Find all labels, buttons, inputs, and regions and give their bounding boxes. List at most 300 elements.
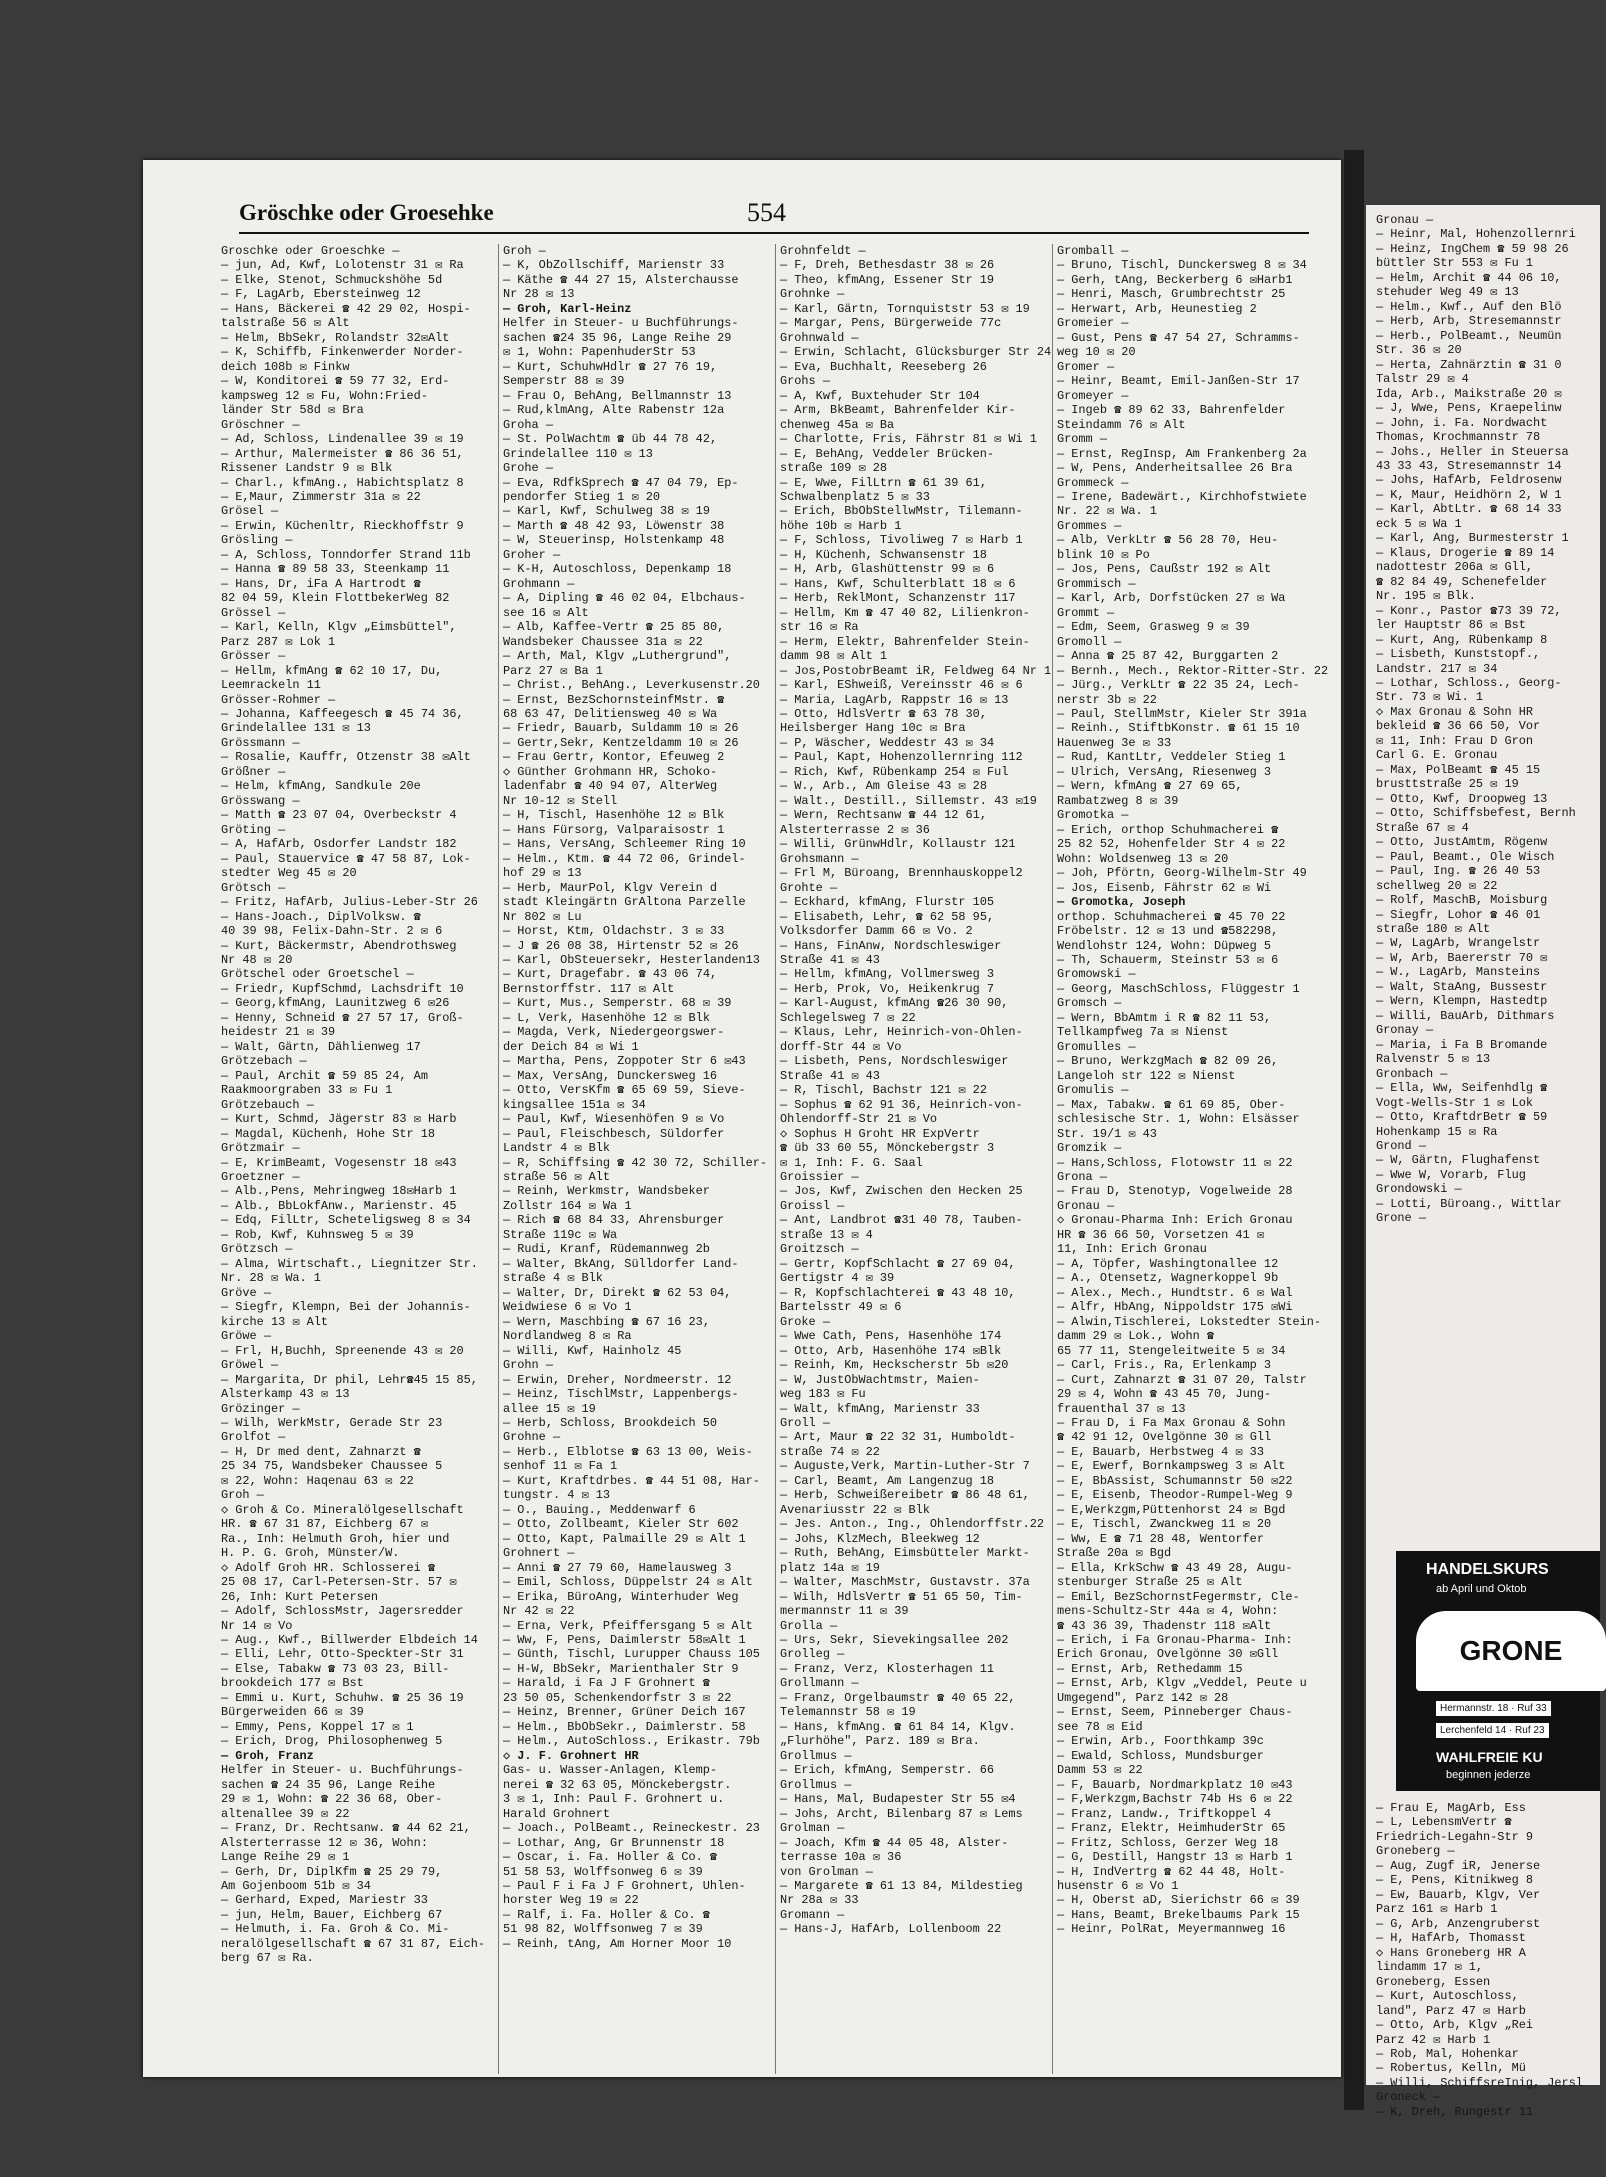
- directory-entry-line: — W., LagArb, Mansteins: [1376, 965, 1541, 980]
- directory-entry-line: allee 15 ✉ 19: [503, 1401, 596, 1416]
- directory-entry-line: Groh —: [503, 244, 546, 258]
- next-page-column-top: [1376, 213, 1600, 1226]
- directory-entry-line: — Wilh, WerkMstr, Gerade Str 23: [221, 1415, 443, 1430]
- directory-entry-line: — H, Arb, Glashüttenstr 99 ✉ 6: [780, 562, 995, 577]
- directory-entry-line: — Hans, Dr, iFa A Hartrodt ☎: [221, 576, 421, 591]
- directory-entry-line: — Margarita, Dr phil, Lehr☎45 15 85,: [221, 1372, 478, 1387]
- directory-entry-line: — Herta, Zahnärztin ☎ 31 0: [1376, 357, 1562, 372]
- directory-entry-line: — Karl, Kwf, Schulweg 38 ✉ 19: [503, 504, 710, 519]
- directory-entry-line: Grindelallee 110 ✉ 13: [503, 446, 653, 461]
- directory-entry-line: — Groh, Franz: [221, 1748, 314, 1763]
- directory-entry-line: — Urs, Sekr, Sievekingsallee 202: [780, 1633, 1009, 1647]
- directory-entry-line: Zollstr 164 ✉ Wa 1: [503, 1198, 632, 1213]
- directory-entry-line: Talstr 29 ✉ 4: [1376, 372, 1469, 387]
- directory-entry-line: — Klaus, Lehr, Heinrich-von-Ohlen-: [780, 1025, 1023, 1040]
- directory-entry-line: Nr 10-12 ✉ Stell: [503, 793, 618, 808]
- directory-entry-line: — Rich ☎ 68 84 33, Ahrensburger: [503, 1213, 725, 1228]
- directory-entry-line: — Otto, KraftdrBetr ☎ 59: [1376, 1110, 1548, 1125]
- directory-entry-line: — W, Arb, Baererstr 70 ✉: [1376, 950, 1548, 965]
- directory-entry-line: Grösel —: [221, 504, 279, 519]
- directory-entry-line: ✉ 22, Wohn: Haqenau 63 ✉ 22: [221, 1473, 414, 1488]
- directory-entry-line: — Edq, FilLtr, Scheteligsweg 8 ✉ 34: [221, 1213, 471, 1228]
- directory-entry-line: — Paul, Ing. ☎ 26 40 53: [1376, 864, 1541, 879]
- directory-entry-line: — Kurt, Mus., Semperstr. 68 ✉ 39: [503, 996, 732, 1011]
- directory-entry-line: nerstr 3b ✉ 22: [1057, 692, 1157, 707]
- directory-entry-line: — Karl, EShweiß, Vereinsstr 46 ✉ 6: [780, 678, 1023, 693]
- directory-entry-line: — Käthe ☎ 44 27 15, Alsterchausse: [503, 272, 739, 287]
- directory-entry-line: — Willi, SchiffsreInig, Jersl: [1376, 2075, 1583, 2090]
- directory-entry-line: Alsterterrasse 2 ✉ 36: [780, 822, 930, 837]
- directory-entry-line: Ra., Inh: Helmuth Groh, hier und: [221, 1531, 450, 1546]
- directory-entry-line: — K, ObZollschiff, Marienstr 33: [503, 258, 725, 273]
- directory-entry-line: — E, Bauarb, Herbstweg 4 ✉ 33: [1057, 1444, 1264, 1459]
- directory-entry-line: — E, Wwe, FilLtrn ☎ 61 39 61,: [780, 475, 987, 490]
- directory-entry-line: — Hans, Bäckerei ☎ 42 29 02, Hospi-: [221, 301, 471, 316]
- directory-entry-line: Bartelsstr 49 ✉ 6: [780, 1300, 902, 1315]
- directory-entry-line: HR. ☎ 67 31 87, Eichberg 67 ✉: [221, 1517, 428, 1532]
- directory-entry-line: Gromball —: [1057, 244, 1129, 258]
- directory-entry-line: ler Hauptstr 86 ✉ Bst: [1376, 618, 1526, 633]
- directory-entry-line: Grohsmann —: [780, 851, 859, 866]
- directory-entry-line: — Paul, Stauervice ☎ 47 58 87, Lok-: [221, 851, 471, 866]
- directory-entry-line: chenweg 45a ✉ Ba: [780, 417, 895, 432]
- directory-entry-line: — Erich, BbObStellwMstr, Tilemann-: [780, 504, 1023, 519]
- directory-entry-line: ◇ Hans Groneberg HR A: [1376, 1945, 1526, 1960]
- directory-entry-line: — Margar, Pens, Bürgerweide 77c: [780, 316, 1002, 331]
- directory-entry-line: — Walt., Destill., Sillemstr. 43 ✉19: [780, 793, 1037, 808]
- directory-entry-line: — Henny, Schneid ☎ 27 57 17, Groß-: [221, 1010, 464, 1025]
- directory-entry-line: — Karl, ObSteuersekr, Hesterlanden13: [503, 952, 760, 967]
- directory-entry-line: — Helm., BbObSekr., Daimlerstr. 58: [503, 1719, 746, 1734]
- directory-entry-line: — Herwart, Arb, Heunestieg 2: [1057, 301, 1257, 316]
- directory-entry-line: ◇ Günther Grohmann HR, Schoko-: [503, 764, 718, 779]
- directory-entry-line: — Heinz, Brenner, Grüner Deich 167: [503, 1705, 746, 1720]
- directory-entry-line: — H, HafArb, Thomasst: [1376, 1931, 1526, 1946]
- directory-entry-line: — K, Maur, Heidhörn 2, W 1: [1376, 487, 1562, 502]
- directory-entry-line: Straße 119c ✉ Wa: [503, 1227, 618, 1242]
- directory-entry-line: — Rosalie, Kauffr, Otzenstr 38 ✉Alt: [221, 750, 471, 765]
- directory-entry-line: — Herb, MaurPol, Klgv Verein d: [503, 880, 718, 895]
- directory-entry-line: — Curt, Zahnarzt ☎ 31 07 20, Talstr: [1057, 1372, 1307, 1387]
- directory-entry-line: Nr. 28 ✉ Wa. 1: [221, 1271, 321, 1286]
- directory-entry-line: Umgegend", Parz 142 ✉ 28: [1057, 1690, 1229, 1705]
- directory-entry-line: Grösser —: [221, 649, 286, 664]
- directory-entry-line: Grommt —: [1057, 605, 1115, 620]
- directory-entry-line: — Hans-J, HafArb, Lollenboom 22: [780, 1922, 1002, 1937]
- directory-entry-line: — Frau O, BehAng, Bellmannstr 13: [503, 388, 732, 403]
- directory-entry-line: — Wern, kfmAng ☎ 27 69 65,: [1057, 779, 1243, 794]
- directory-entry-line: Groll —: [780, 1415, 830, 1430]
- directory-entry-line: Groke —: [780, 1314, 830, 1329]
- directory-entry-line: Grommeck —: [1057, 475, 1129, 490]
- directory-entry-line: — jun, Helm, Bauer, Eichberg 67: [221, 1907, 443, 1922]
- directory-entry-line: land", Parz 47 ✉ Harb: [1376, 2003, 1526, 2018]
- directory-entry-line: — Paul, Fleischbesch, Süldorfer: [503, 1126, 725, 1141]
- directory-entry-line: — Harald, i Fa J F Grohnert ☎: [503, 1676, 710, 1691]
- directory-entry-line: altenallee 39 ✉ 22: [221, 1806, 350, 1821]
- directory-entry-line: — E, KrimBeamt, Vogesenstr 18 ✉43: [221, 1155, 457, 1170]
- directory-entry-line: mermannstr 11 ✉ 39: [780, 1604, 909, 1619]
- directory-entry-line: Groh —: [221, 1488, 264, 1503]
- directory-entry-line: — Eva, RdfkSprech ☎ 47 04 79, Ep-: [503, 475, 739, 490]
- directory-entry-line: Str. 36 ✉ 20: [1376, 343, 1462, 358]
- directory-entry-line: — Emmy, Pens, Koppel 17 ✉ 1: [221, 1719, 414, 1734]
- directory-entry-line: — Margarete ☎ 61 13 84, Mildestieg: [780, 1878, 1023, 1893]
- directory-entry-line: ◇ Adolf Groh HR. Schlosserei ☎: [221, 1560, 436, 1575]
- directory-entry-line: kirche 13 ✉ Alt: [221, 1314, 329, 1329]
- directory-entry-line: — Rob, Kwf, Kuhnsweg 5 ✉ 39: [221, 1227, 414, 1242]
- directory-entry-line: Groitzsch —: [780, 1242, 859, 1257]
- directory-entry-line: — Alb, VerkLtr ☎ 56 28 70, Heu-: [1057, 533, 1279, 548]
- directory-entry-line: — Georg, MaschSchloss, Flüggestr 1: [1057, 981, 1300, 996]
- directory-entry-line: — A, Dipling ☎ 46 02 04, Elbchaus-: [503, 591, 746, 606]
- directory-entry-line: Alsterterrasse 12 ✉ 36, Wohn:: [221, 1835, 428, 1850]
- directory-entry-line: — H-W, BbSekr, Marienthaler Str 9: [503, 1661, 739, 1676]
- directory-entry-line: Grohnfeldt —: [780, 244, 866, 258]
- directory-entry-line: — Erich, orthop Schuhmacherei ☎: [1057, 822, 1279, 837]
- directory-entry-line: — Jos,PostobrBeamt iR, Feldweg 64 Nr 1: [780, 663, 1052, 678]
- directory-entry-line: Grössel —: [221, 605, 286, 620]
- directory-entry-line: — Hans, VersAng, Schleemer Ring 10: [503, 837, 746, 852]
- directory-entry-line: — Charl., kfmAng., Habichtsplatz 8: [221, 475, 464, 490]
- directory-entry-line: Grösser-Rohmer —: [221, 692, 336, 707]
- directory-entry-line: Semperstr 88 ✉ 39: [503, 374, 625, 389]
- directory-entry-line: platz 14a ✉ 19: [780, 1560, 880, 1575]
- directory-entry-line: Grond —: [1376, 1139, 1426, 1153]
- directory-entry-line: — F,Werkzgm,Bachstr 74b Hs 6 ✉ 22: [1057, 1792, 1293, 1807]
- directory-entry-line: — Rud,klmAng, Alte Rabenstr 12a: [503, 403, 725, 418]
- directory-entry-line: — Rob, Mal, Hohenkar: [1376, 2046, 1519, 2061]
- directory-entry-line: — Else, Tabakw ☎ 73 03 23, Bill-: [221, 1661, 450, 1676]
- directory-entry-line: Grohmann —: [503, 576, 575, 591]
- directory-entry-line: 26, Inh: Kurt Petersen: [221, 1589, 378, 1604]
- directory-entry-line: — Ralf, i. Fa. Holler & Co. ☎: [503, 1907, 710, 1922]
- directory-entry-line: — Magda, Verk, Niedergeorgswer-: [503, 1025, 725, 1040]
- directory-entry-line: Nr 48 ✉ 20: [221, 952, 293, 967]
- directory-entry-line: — Theo, kfmAng, Essener Str 19: [780, 272, 995, 287]
- page-header: [239, 200, 1309, 234]
- directory-entry-line: Gröting —: [221, 822, 286, 837]
- directory-entry-line: — Erwin, Dreher, Nordmeerstr. 12: [503, 1372, 732, 1387]
- directory-entry-line: straße 109 ✉ 28: [780, 461, 888, 476]
- directory-entry-line: — Helm., AutoSchloss., Erikastr. 79b: [503, 1734, 760, 1749]
- directory-entry-line: — Alex., Mech., Hundtstr. 6 ✉ Wal: [1057, 1285, 1293, 1300]
- directory-entry-line: Grona —: [1057, 1170, 1107, 1184]
- directory-entry-line: — E,Werkzgm,Püttenhorst 24 ✉ Bgd: [1057, 1502, 1286, 1517]
- directory-entry-line: — Herb., PolBeamt., Neumün: [1376, 328, 1562, 343]
- directory-entry-line: — John, i. Fa. Nordwacht: [1376, 415, 1548, 430]
- directory-entry-line: Grötzebach —: [221, 1054, 307, 1069]
- directory-entry-line: Wandsbeker Chaussee 31a ✉ 22: [503, 634, 703, 649]
- directory-entry-line: ◇ Groh & Co. Mineralölgesellschaft: [221, 1502, 464, 1517]
- directory-entry-line: — Reinh, Werkmstr, Wandsbeker: [503, 1184, 710, 1199]
- directory-entry-line: ◇ Gronau-Pharma Inh: Erich Gronau: [1057, 1213, 1293, 1228]
- ad-courses: WAHLFREIE KU: [1436, 1749, 1543, 1765]
- directory-entry-line: — Ww, F, Pens, Daimlerstr 58✉Alt 1: [503, 1633, 746, 1647]
- directory-entry-line: Grötzmair —: [221, 1141, 300, 1156]
- directory-entry-line: Grolfot —: [221, 1430, 286, 1445]
- directory-entry-line: — Erich, Drog, Philosophenweg 5: [221, 1734, 443, 1749]
- directory-entry-line: see 16 ✉ Alt: [503, 605, 589, 620]
- directory-entry-line: Grohnwald —: [780, 330, 859, 345]
- directory-entry-line: — Kurt, Dragefabr. ☎ 43 06 74,: [503, 967, 718, 982]
- directory-entry-line: stehuder Weg 49 ✉ 13: [1376, 285, 1519, 300]
- directory-entry-line: — Gertr,Sekr, Kentzeldamm 10 ✉ 26: [503, 735, 739, 750]
- directory-entry-line: Heilsberger Hang 10c ✉ Bra: [780, 721, 966, 736]
- directory-entry-line: brusttstraße 25 ✉ 19: [1376, 777, 1519, 792]
- directory-entry-line: Groissl —: [780, 1198, 845, 1213]
- directory-entry-line: ☎ üb 33 60 55, Mönckebergstr 3: [780, 1141, 995, 1156]
- directory-entry-line: HR ☎ 36 66 50, Vorsetzen 41 ✉: [1057, 1227, 1264, 1242]
- directory-entry-line: — Rud, KantLtr, Veddeler Stieg 1: [1057, 750, 1286, 765]
- directory-entry-line: Rambatzweg 8 ✉ 39: [1057, 793, 1179, 808]
- page-gutter: [1344, 150, 1364, 2110]
- directory-entry-line: — Franz, Landw., Triftkoppel 4: [1057, 1806, 1272, 1821]
- directory-entry-line: — Hans, Beamt, Brekelbaums Park 15: [1057, 1907, 1300, 1922]
- directory-entry-line: Gromer —: [1057, 359, 1115, 374]
- directory-entry-line: Parz 287 ✉ Lok 1: [221, 634, 336, 649]
- directory-entry-line: Nr 28a ✉ 33: [780, 1893, 859, 1908]
- directory-entry-line: schellweg 20 ✉ 22: [1376, 878, 1498, 893]
- directory-entry-line: der Deich 84 ✉ Wi 1: [503, 1039, 639, 1054]
- directory-entry-line: ✉ 11, Inh: Frau D Gron: [1376, 733, 1534, 748]
- directory-entry-line: eck 5 ✉ Wa 1: [1376, 516, 1462, 531]
- directory-entry-line: Straße 41 ✉ 43: [780, 952, 880, 967]
- next-page-column-bottom: [1376, 1801, 1600, 2119]
- directory-entry-line: — Alb.,Pens, Mehringweg 18✉Harb 1: [221, 1184, 457, 1199]
- directory-entry-line: — Anna ☎ 25 87 42, Burggarten 2: [1057, 649, 1279, 664]
- page-number: 554: [747, 198, 786, 227]
- directory-entry-line: Thomas, Krochmannstr 78: [1376, 430, 1541, 445]
- directory-entry-line: — Klaus, Drogerie ☎ 89 14: [1376, 545, 1555, 560]
- directory-entry-line: Ohlendorff-Str 21 ✉ Vo: [780, 1112, 938, 1127]
- directory-entry-line: Nr 14 ✉ Vo: [221, 1618, 293, 1633]
- directory-entry-line: — W, JustObWachtmstr, Maien-: [780, 1372, 980, 1387]
- directory-entry-line: Grolleg —: [780, 1647, 845, 1662]
- directory-entry-line: — jun, Ad, Kwf, Lolotenstr 31 ✉ Ra: [221, 258, 464, 273]
- directory-entry-line: Nordlandweg 8 ✉ Ra: [503, 1329, 632, 1344]
- directory-entry-line: — Kurt, Schmd, Jägerstr 83 ✉ Harb: [221, 1112, 457, 1127]
- directory-entry-line: Grondowski —: [1376, 1182, 1462, 1197]
- directory-entry-line: — E, Pens, Kitnikweg 8: [1376, 1873, 1533, 1888]
- directory-entry-line: 68 63 47, Delitiensweg 40 ✉ Wa: [503, 707, 718, 721]
- directory-entry-line: — Jes. Anton., Ing., Ohlendorffstr.22: [780, 1517, 1045, 1532]
- directory-entry-line: Groneck —: [1376, 2090, 1441, 2105]
- directory-entry-line: Gertigstr 4 ✉ 39: [780, 1271, 895, 1286]
- directory-entry-line: — Walter, MaschMstr, Gustavstr. 37a: [780, 1575, 1030, 1590]
- directory-entry-line: mens-Schultz-Str 44a ✉ 4, Wohn:: [1057, 1604, 1279, 1619]
- directory-entry-line: Parz 42 ✉ Harb 1: [1376, 2032, 1491, 2047]
- directory-entry-line: Bürgerweiden 66 ✉ 39: [221, 1705, 364, 1720]
- directory-entry-line: „Flurhöhe", Parz. 189 ✉ Bra.: [780, 1734, 980, 1749]
- directory-entry-line: Friedrich-Legahn-Str 9: [1376, 1829, 1533, 1844]
- directory-entry-line: — Aug, Zugf iR, Jenerse: [1376, 1858, 1541, 1873]
- directory-entry-line: Gromulles —: [1057, 1039, 1136, 1054]
- directory-entry-line: — Erwin, Küchenltr, Rieckhoffstr 9: [221, 518, 464, 533]
- directory-entry-line: Gromowski —: [1057, 967, 1136, 982]
- directory-entry-line: Vogt-Wells-Str 1 ✉ Lok: [1376, 1095, 1534, 1110]
- directory-entry-line: Grözinger —: [221, 1401, 300, 1416]
- directory-entry-line: Grolla —: [780, 1618, 838, 1633]
- directory-entry-line: straße 180 ✉ Alt: [1376, 921, 1491, 936]
- directory-entry-line: Grohe —: [503, 461, 553, 476]
- directory-entry-line: — Otto, JustAmtm, Rögenw: [1376, 835, 1548, 850]
- directory-entry-line: — Willi, Kwf, Hainholz 45: [503, 1343, 682, 1358]
- directory-entry-line: — K-H, Autoschloss, Depenkamp 18: [503, 562, 732, 577]
- directory-entry-line: — Herb, Schloss, Brookdeich 50: [503, 1415, 718, 1430]
- directory-entry-line: — Joach, Kfm ☎ 44 05 48, Alster-: [780, 1835, 1009, 1850]
- directory-entry-line: — Jos, Pens, Caußstr 192 ✉ Alt: [1057, 562, 1272, 577]
- directory-entry-line: — Frl, H,Buchh, Spreenende 43 ✉ 20: [221, 1343, 464, 1358]
- directory-entry-line: ☎ 43 36 39, Thadenstr 118 ✉Alt: [1057, 1618, 1272, 1633]
- directory-entry-line: Grollmus —: [780, 1777, 852, 1792]
- directory-entry-line: — Frl M, Büroang, Brennhauskoppel2: [780, 866, 1023, 881]
- directory-entry-line: 11, Inh: Erich Gronau: [1057, 1242, 1207, 1257]
- directory-entry-line: Volksdorfer Damm 66 ✉ Vo. 2: [780, 924, 973, 939]
- directory-entry-line: — Max, Tabakw. ☎ 61 69 85, Ober-: [1057, 1097, 1286, 1112]
- directory-entry-line: — Max, PolBeamt ☎ 45 15: [1376, 762, 1541, 777]
- directory-entry-line: Gromulis —: [1057, 1083, 1129, 1098]
- directory-entry-line: — G, Destill, Hangstr 13 ✉ Harb 1: [1057, 1850, 1293, 1865]
- directory-entry-line: — Fritz, Schloss, Gerzer Weg 18: [1057, 1835, 1279, 1850]
- directory-entry-line: Nr 42 ✉ 22: [503, 1604, 575, 1619]
- directory-entry-line: Gronay —: [1376, 1023, 1434, 1038]
- directory-entry-line: — Joh, Pförtn, Georg-Wilhelm-Str 49: [1057, 866, 1307, 881]
- directory-entry-line: Groneberg —: [1376, 1844, 1455, 1859]
- directory-entry-line: — Wilh, HdlsVertr ☎ 51 65 50, Tim-: [780, 1589, 1023, 1604]
- directory-entry-line: Gromann —: [780, 1907, 845, 1922]
- directory-entry-line: Am Gojenboom 51b ✉ 34: [221, 1878, 371, 1893]
- directory-entry-line: — Ella, Ww, Seifenhdlg ☎: [1376, 1081, 1548, 1096]
- directory-entry-line: — Ew, Bauarb, Klgv, Ver: [1376, 1887, 1541, 1902]
- directory-entry-line: ✉ 1, Inh: F. G. Saal: [780, 1155, 923, 1170]
- directory-entry-line: orthop. Schuhmacherei ☎ 45 70 22: [1057, 909, 1286, 924]
- directory-entry-line: — Walter, Dr, Direkt ☎ 62 53 04,: [503, 1285, 732, 1300]
- directory-entry-line: — Gertr, KopfSchlacht ☎ 27 69 04,: [780, 1256, 1016, 1271]
- directory-entry-line: — Herb, Prok, Vo, Heikenkrug 7: [780, 981, 995, 996]
- directory-entry-line: bekleid ☎ 36 66 50, Vor: [1376, 719, 1541, 734]
- directory-entry-line: — H, Dr med dent, Zahnarzt ☎: [221, 1444, 421, 1459]
- directory-entry-line: straße 74 ✉ 22: [780, 1444, 880, 1459]
- directory-entry-line: — Auguste,Verk, Martin-Luther-Str 7: [780, 1459, 1030, 1474]
- directory-entry-line: kingsallee 151a ✉ 34: [503, 1097, 646, 1112]
- directory-entry-line: — L, Verk, Hasenhöhe 12 ✉ Blk: [503, 1010, 710, 1025]
- directory-entry-line: — Ernst, Seem, Pinneberger Chaus-: [1057, 1705, 1293, 1720]
- directory-entry-line: — Otto, Arb, Hasenhöhe 174 ✉Blk: [780, 1343, 1002, 1358]
- directory-entry-line: — Johs, Archt, Bilenbarg 87 ✉ Lems: [780, 1806, 1023, 1821]
- directory-entry-line: — Hellm, Km ☎ 47 40 82, Lilienkron-: [780, 605, 1030, 620]
- ad-address-1: Hermannstr. 18 · Ruf 33: [1436, 1701, 1551, 1716]
- directory-entry-line: Gromeier —: [1057, 316, 1129, 331]
- directory-entry-line: ☎ 42 91 12, Ovelgönne 30 ✉ Gll: [1057, 1430, 1272, 1445]
- directory-entry-line: — Kurt, SchuhwHdlr ☎ 27 76 19,: [503, 359, 718, 374]
- directory-entry-line: — Edm, Seem, Grasweg 9 ✉ 39: [1057, 620, 1250, 635]
- directory-entry-line: Steindamm 76 ✉ Alt: [1057, 417, 1186, 432]
- directory-entry-line: — O., Bauing., Meddenwarf 6: [503, 1502, 696, 1517]
- directory-entry-line: Grommisch —: [1057, 576, 1136, 591]
- directory-entry-line: — Frau D, i Fa Max Gronau & Sohn: [1057, 1415, 1286, 1430]
- directory-entry-line: Schlegelsweg 7 ✉ 22: [780, 1010, 916, 1025]
- directory-entry-line: — Joach., PolBeamt., Reineckestr. 23: [503, 1821, 760, 1836]
- directory-entry-line: — K, Schiffb, Finkenwerder Norder-: [221, 345, 464, 360]
- directory-entry-line: Schwalbenplatz 5 ✉ 33: [780, 489, 930, 504]
- directory-entry-line: — Paul, StellmMstr, Kieler Str 391a: [1057, 707, 1307, 721]
- directory-entry-line: — Irene, Badewärt., Kirchhofstwiete: [1057, 489, 1307, 504]
- directory-entry-line: Avenariusstr 22 ✉ Blk: [780, 1502, 930, 1517]
- directory-entry-line: — Kurt, Ang, Rübenkamp 8: [1376, 632, 1548, 647]
- directory-entry-line: damm 29 ✉ Lok., Wohn ☎: [1057, 1329, 1215, 1344]
- directory-entry-line: 29 ✉ 1, Wohn: ☎ 22 36 68, Ober-: [221, 1792, 443, 1807]
- directory-entry-line: — E, Ewerf, Bornkampsweg 3 ✉ Alt: [1057, 1459, 1286, 1474]
- directory-entry-line: weg 183 ✉ Fu: [780, 1387, 866, 1402]
- directory-entry-line: Straße 41 ✉ 43: [780, 1068, 880, 1083]
- directory-entry-line: — Art, Maur ☎ 22 32 31, Humboldt-: [780, 1430, 1016, 1445]
- directory-entry-line: — W, LagArb, Wrangelstr: [1376, 936, 1541, 951]
- directory-entry-line: — Eva, Buchhalt, Reeseberg 26: [780, 359, 987, 374]
- directory-entry-line: — Henri, Masch, Grumbrechtstr 25: [1057, 287, 1286, 302]
- directory-entry-line: — Otto, Arb, Klgv „Rei: [1376, 2018, 1533, 2033]
- directory-entry-line: — A, HafArb, Osdorfer Landstr 182: [221, 837, 457, 852]
- directory-entry-line: — Helm, kfmAng, Sandkule 20e: [221, 779, 421, 794]
- directory-entry-line: straße 13 ✉ 4: [780, 1227, 873, 1242]
- directory-entry-line: — Alwin,Tischlerei, Lokstedter Stein-: [1057, 1314, 1322, 1329]
- directory-entry-line: — Erich, kfmAng, Semperstr. 66: [780, 1763, 995, 1778]
- directory-entry-line: — Arm, BkBeamt, Bahrenfelder Kir-: [780, 403, 1016, 418]
- directory-entry-line: H. P. G. Groh, Münster/W.: [221, 1546, 400, 1561]
- directory-entry-line: Grollmus —: [780, 1748, 852, 1763]
- directory-entry-line: — Erich, i Fa Gronau-Pharma- Inh:: [1057, 1633, 1293, 1647]
- directory-entry-line: — R, Kopfschlachterei ☎ 43 48 10,: [780, 1285, 1016, 1300]
- directory-entry-line: — Horst, Ktm, Oldachstr. 3 ✉ 33: [503, 924, 725, 939]
- directory-entry-line: — Jos, Kwf, Zwischen den Hecken 25: [780, 1184, 1023, 1199]
- columns: [221, 244, 1331, 2074]
- directory-entry-line: Alsterkamp 43 ✉ 13: [221, 1387, 350, 1402]
- directory-entry-line: talstraße 56 ✉ Alt: [221, 316, 350, 331]
- directory-entry-line: — Rolf, MaschB, Moisburg: [1376, 893, 1548, 908]
- directory-entry-line: weg 10 ✉ 20: [1057, 345, 1136, 360]
- directory-entry-line: — P, Wäscher, Weddestr 43 ✉ 34: [780, 735, 995, 750]
- directory-entry-line: Parz 161 ✉ Harb 1: [1376, 1902, 1498, 1917]
- advertisement: [1396, 1551, 1600, 1791]
- directory-entry-line: Gronbach —: [1376, 1066, 1448, 1081]
- directory-entry-line: — Johs., Heller in Steuersa: [1376, 444, 1569, 459]
- directory-entry-line: nerei ☎ 32 63 05, Mönckebergstr.: [503, 1777, 732, 1792]
- directory-entry-line: Helfer in Steuer- u Buchführungs-: [503, 316, 739, 331]
- directory-entry-line: büttler Str 553 ✉ Fu 1: [1376, 256, 1534, 271]
- directory-entry-line: — K, Dreh, Rungestr 11: [1376, 2104, 1533, 2119]
- directory-entry-line: — Ernst, Arb, Klgv „Veddel, Peute u: [1057, 1676, 1307, 1691]
- directory-entry-line: blink 10 ✉ Po: [1057, 547, 1150, 562]
- directory-entry-line: — Aug., Kwf., Billwerder Elbdeich 14: [221, 1633, 478, 1647]
- directory-entry-line: — Kurt, Kraftdrbes. ☎ 44 51 08, Har-: [503, 1473, 760, 1488]
- directory-entry-line: — A, Töpfer, Washingtonallee 12: [1057, 1256, 1279, 1271]
- column-3: [775, 244, 1052, 2074]
- directory-entry-line: 25 82 52, Hohenfelder Str 4 ✉ 22: [1057, 837, 1286, 852]
- directory-entry-line: schlesische Str. 1, Wohn: Elsässer: [1057, 1112, 1300, 1127]
- directory-entry-line: Grötschel oder Groetschel —: [221, 967, 414, 982]
- directory-entry-line: sachen ☎24 35 96, Lange Reihe 29: [503, 330, 732, 345]
- directory-entry-line: — Wern, Maschbing ☎ 67 16 23,: [503, 1314, 710, 1329]
- directory-entry-line: — W., Arb., Am Gleise 43 ✉ 28: [780, 779, 987, 794]
- directory-entry-line: — Oscar, i. Fa. Holler & Co. ☎: [503, 1850, 718, 1865]
- directory-entry-line: Grohne —: [503, 1430, 561, 1445]
- directory-entry-line: Harald Grohnert: [503, 1806, 611, 1821]
- directory-entry-line: — F, Schloss, Tivoliweg 7 ✉ Harb 1: [780, 533, 1023, 548]
- directory-entry-line: — Paul F i Fa J F Grohnert, Uhlen-: [503, 1878, 746, 1893]
- directory-entry-line: Nr. 195 ✉ Blk.: [1376, 589, 1476, 604]
- directory-entry-line: Langeloh str 122 ✉ Nienst: [1057, 1068, 1236, 1083]
- directory-entry-line: Gröschner —: [221, 417, 300, 432]
